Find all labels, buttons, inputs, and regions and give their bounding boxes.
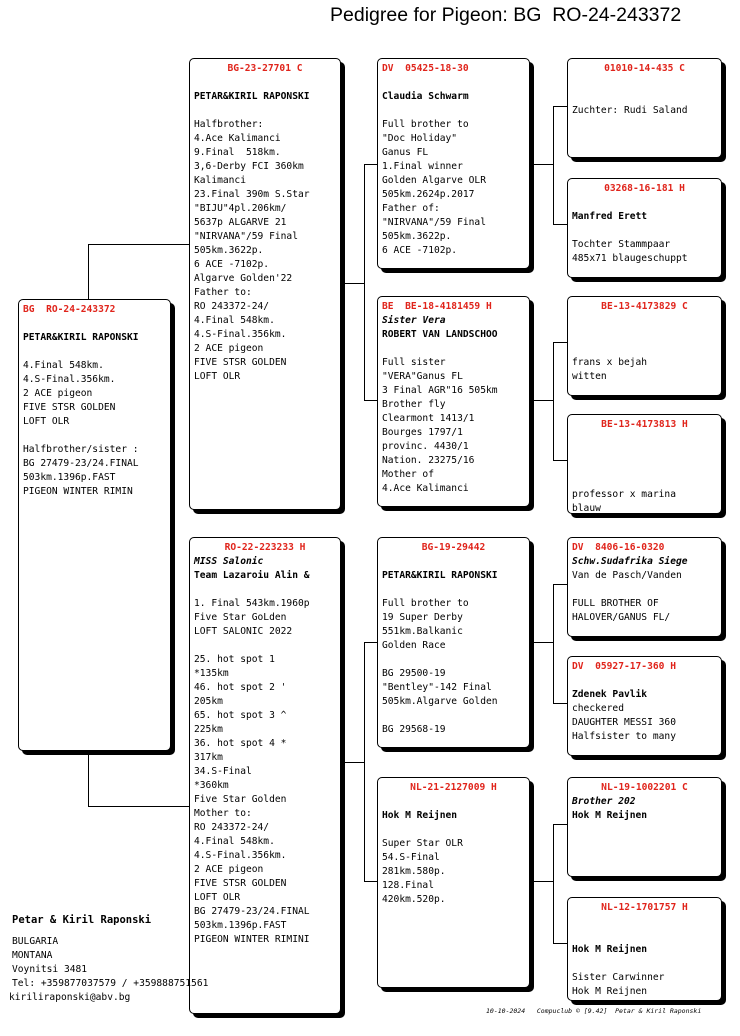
pedigree-line: 505km.3622p. [382, 231, 452, 242]
pedigree-line [382, 709, 525, 723]
pedigree-line: 2 ACE pigeon [194, 864, 264, 875]
connector-line [88, 750, 89, 806]
pedigree-line: "VERA"Ganus FL [382, 371, 463, 382]
pedigree-line [194, 76, 336, 90]
pedigree-line: 4.S-Final.356km. [194, 850, 287, 861]
pedigree-line: MISS Salonic [194, 556, 264, 567]
ring-number: DV 05425-18-30 [382, 63, 469, 74]
pedigree-line [572, 90, 717, 104]
pedigree-line: 225km [194, 724, 223, 735]
pedigree-line: 205km [194, 696, 223, 707]
pedigree-line: Manfred Erett [572, 211, 648, 222]
pedigree-line [23, 317, 166, 331]
pedigree-line: Hok M Reijnen [382, 810, 458, 821]
connector-line [341, 283, 364, 284]
pedigree-line [572, 328, 717, 342]
pedigree-line [572, 929, 717, 943]
pedigree-line: Golden Race [382, 640, 446, 651]
pedigree-line [194, 583, 336, 597]
pedigree-line [572, 674, 717, 688]
connector-line [530, 400, 553, 401]
sire-sire-dam-card[interactable] [567, 178, 722, 278]
pedigree-line: Five Star GoLden [194, 612, 287, 623]
ring-number: NL-12-1701757 H [601, 902, 688, 913]
ring-number: NL-21-2127009 H [410, 782, 497, 793]
connector-line [553, 342, 554, 461]
connector-line [553, 460, 567, 461]
sire-dam-dam-card[interactable] [567, 414, 722, 514]
pedigree-line: Van de Pasch/Vanden [572, 570, 682, 581]
pedigree-line: 505km.2624p.2017 [382, 189, 475, 200]
pedigree-line: 4.S-Final.356km. [23, 374, 116, 385]
sire-dam-card[interactable] [377, 296, 530, 507]
pedigree-line: Tochter Stammpaar [572, 239, 671, 250]
ring-number: DV 8406-16-0320 [572, 542, 665, 553]
pedigree-line [23, 345, 166, 359]
pedigree-line [382, 76, 525, 90]
connector-line [88, 806, 189, 807]
pedigree-line: 5637p ALGARVE 21 [194, 217, 287, 228]
pedigree-line: 46. hot spot 2 ' [194, 682, 287, 693]
sire-sire-card[interactable] [377, 58, 530, 269]
pedigree-line: Zdenek Pavlik [572, 689, 648, 700]
pedigree-line: frans x bejah [572, 357, 648, 368]
pedigree-line: "NIRVANA"/59 Final [194, 231, 298, 242]
owner-email[interactable]: kiriliraponski@abv.bg [9, 992, 131, 1003]
pedigree-line: 503km.1396p.FAST [23, 472, 116, 483]
pedigree-line: "Bentley"-142 Final [382, 682, 492, 693]
dam-sire-sire-card[interactable] [567, 537, 722, 637]
pedigree-line [572, 224, 717, 238]
pedigree-line: Brother fly [382, 399, 446, 410]
pedigree-line: BG 27479-23/24.FINAL [23, 458, 139, 469]
pedigree-line: Halfbrother: [194, 119, 264, 130]
pedigree-line: 4.Final 548km. [23, 360, 104, 371]
pedigree-line [382, 104, 525, 118]
owner-address: Voynitsi 3481 [12, 964, 88, 975]
dam-dam-card[interactable] [377, 777, 530, 988]
ring-number: BE-13-4173829 C [601, 301, 688, 312]
connector-line [553, 703, 567, 704]
pedigree-line [23, 429, 166, 443]
connector-line [341, 762, 364, 763]
pedigree-line [572, 446, 717, 460]
pedigree-line: Kalimanci [194, 175, 246, 186]
pedigree-line: checkered [572, 703, 624, 714]
pedigree-line: BG 27479-23/24.FINAL [194, 906, 310, 917]
pedigree-line: PIGEON WINTER RIMIN [23, 486, 133, 497]
connector-line [553, 106, 567, 107]
pedigree-line: 4.Ace Kalimanci [194, 133, 281, 144]
pedigree-line: PETAR&KIRIL RAPONSKI [194, 91, 310, 102]
dam-sire-dam-card[interactable] [567, 656, 722, 756]
pedigree-line: 19 Super Derby [382, 612, 463, 623]
ring-number: BG-23-27701 C [227, 63, 303, 74]
pedigree-line [382, 583, 525, 597]
pedigree-line: LOFT OLR [194, 892, 241, 903]
pedigree-line [382, 653, 525, 667]
owner-info [9, 913, 209, 1005]
sire-card[interactable] [189, 58, 341, 510]
pedigree-line [572, 915, 717, 929]
pedigree-line: Sister Carwinner [572, 972, 665, 983]
pedigree-line [572, 460, 717, 474]
ring-number: NL-19-1002201 C [601, 782, 688, 793]
pedigree-line: 65. hot spot 3 ^ [194, 710, 287, 721]
pedigree-line: 34.S-Final [194, 766, 252, 777]
connector-line [530, 164, 553, 165]
pedigree-line [572, 583, 717, 597]
connector-line [88, 244, 189, 245]
pedigree-line: *135km [194, 668, 229, 679]
pedigree-line [572, 76, 717, 90]
pedigree-line: 23.Final 390m S.Star [194, 189, 310, 200]
pedigree-line: 2 ACE pigeon [23, 388, 93, 399]
pedigree-line: 505km.Algarve Golden [382, 696, 498, 707]
pedigree-line: Full brother to [382, 598, 469, 609]
pedigree-line: PETAR&KIRIL RAPONSKI [23, 332, 139, 343]
pedigree-line [572, 196, 717, 210]
owner-region: MONTANA [12, 950, 53, 961]
pedigree-line: professor x marina [572, 489, 676, 500]
pedigree-line: Father to: [194, 287, 252, 298]
pedigree-line: witten [572, 371, 607, 382]
pedigree-line: blauw [572, 503, 601, 514]
ring-number: DV 05927-17-360 H [572, 661, 676, 672]
pedigree-line: Hok M Reijnen [572, 810, 648, 821]
pedigree-line: 485x71 blaugeschuppt [572, 253, 688, 264]
connector-line [530, 881, 553, 882]
connector-line [364, 164, 377, 165]
sire-dam-sire-card[interactable] [567, 296, 722, 396]
pedigree-line: Full sister [382, 357, 446, 368]
pedigree-line: 4.Final 548km. [194, 315, 275, 326]
connector-line [553, 224, 567, 225]
pedigree-line: DAUGHTER MESSI 360 [572, 717, 676, 728]
dam-dam-sire-card[interactable] [567, 777, 722, 877]
pedigree-line [382, 795, 525, 809]
dam-dam-dam-card[interactable] [567, 897, 722, 1001]
pedigree-line [382, 342, 525, 356]
pedigree-line: RO 243372-24/ [194, 822, 270, 833]
pedigree-line: 420km.520p. [382, 894, 446, 905]
pedigree-line: *360km [194, 780, 229, 791]
connector-line [553, 824, 554, 944]
pedigree-line [382, 823, 525, 837]
dam-sire-card[interactable] [377, 537, 530, 748]
subject-pigeon-card[interactable] [18, 299, 171, 751]
pedigree-line: 1. Final 543km.1960p [194, 598, 310, 609]
pedigree-line: FIVE STSR GOLDEN [194, 357, 287, 368]
pedigree-line: 3 Final AGR"16 505km [382, 385, 498, 396]
pedigree-line: 317km [194, 752, 223, 763]
pedigree-line: Hok M Reijnen [572, 986, 648, 997]
connector-line [364, 400, 377, 401]
pedigree-line: 25. hot spot 1 [194, 654, 275, 665]
pedigree-line: Mother to: [194, 808, 252, 819]
ring-number: BG RO-24-243372 [23, 304, 116, 315]
pedigree-line: 2 ACE pigeon [194, 343, 264, 354]
pedigree-line [572, 474, 717, 488]
pedigree-line: 54.S-Final [382, 852, 440, 863]
pedigree-line: 36. hot spot 4 * [194, 738, 287, 749]
pedigree-line: BG 29500-19 [382, 668, 446, 679]
connector-line [553, 943, 567, 944]
connector-line [553, 584, 554, 704]
pedigree-line [194, 104, 336, 118]
connector-line [553, 584, 567, 585]
ring-number: 03268-16-181 H [604, 183, 685, 194]
sire-sire-sire-card[interactable] [567, 58, 722, 158]
pedigree-line: provinc. 4430/1 [382, 441, 469, 452]
pedigree-line: 6 ACE -7102p. [194, 259, 270, 270]
pedigree-line: Brother 202 [572, 796, 636, 807]
pedigree-line: Full brother to [382, 119, 469, 130]
connector-line [364, 642, 377, 643]
pedigree-line: Super Star OLR [382, 838, 463, 849]
ring-number: BE-13-4173813 H [601, 419, 688, 430]
connector-line [364, 881, 377, 882]
pedigree-line: Ganus FL [382, 147, 429, 158]
connector-line [364, 164, 365, 401]
pedigree-line: ROBERT VAN LANDSCHOO [382, 329, 498, 340]
pedigree-line: PIGEON WINTER RIMINI [194, 934, 310, 945]
pedigree-line: FIVE STSR GOLDEN [23, 402, 116, 413]
pedigree-line: LOFT SALONIC 2022 [194, 626, 293, 637]
pedigree-line: 551km.Balkanic [382, 626, 463, 637]
pedigree-line: 4.Ace Kalimanci [382, 483, 469, 494]
ring-number: BE BE-18-4181459 H [382, 301, 492, 312]
pedigree-line: Halfbrother/sister : [23, 444, 139, 455]
connector-line [530, 642, 553, 643]
pedigree-line: 4.S-Final.356km. [194, 329, 287, 340]
pedigree-line: 128.Final [382, 880, 434, 891]
pedigree-line: Mother of [382, 469, 434, 480]
pedigree-line: HALOVER/GANUS FL/ [572, 612, 671, 623]
dam-card[interactable] [189, 537, 341, 1014]
footer-credit: 10-10-2024 Compuclub © [9.42] Petar & Kiril Raponski [486, 1007, 702, 1015]
pedigree-line: 281km.580p. [382, 866, 446, 877]
pedigree-line: Golden Algarve OLR [382, 175, 486, 186]
pedigree-line: "Doc Holiday" [382, 133, 458, 144]
pedigree-line: 6 ACE -7102p. [382, 245, 458, 256]
pedigree-line [572, 342, 717, 356]
pedigree-line: Halfsister to many [572, 731, 676, 742]
pedigree-line [382, 555, 525, 569]
pedigree-line: Five Star Golden [194, 794, 287, 805]
pedigree-line: LOFT OLR [23, 416, 70, 427]
pedigree-line: Algarve Golden'22 [194, 273, 293, 284]
ring-number: RO-22-223233 H [224, 542, 306, 553]
pedigree-line [572, 957, 717, 971]
pedigree-line: "NIRVANA"/59 Final [382, 217, 486, 228]
connector-line [553, 342, 567, 343]
pedigree-line: Claudia Schwarm [382, 91, 469, 102]
pedigree-line [572, 432, 717, 446]
pedigree-line: Father of: [382, 203, 440, 214]
connector-line [364, 642, 365, 882]
pedigree-line: 1.Final winner [382, 161, 463, 172]
connector-line [553, 824, 567, 825]
pedigree-line: RO 243372-24/ [194, 301, 270, 312]
owner-name: Petar & Kiril Raponski [12, 914, 152, 926]
pedigree-line: 4.Final 548km. [194, 836, 275, 847]
owner-country: BULGARIA [12, 936, 59, 947]
pedigree-line: Team Lazaroiu Alin & [194, 570, 310, 581]
pedigree-line: BG 29568-19 [382, 724, 446, 735]
pedigree-line: "BIJU"4pl.206km/ [194, 203, 287, 214]
pedigree-line: PETAR&KIRIL RAPONSKI [382, 570, 498, 581]
pedigree-line: 505km.3622p. [194, 245, 264, 256]
pedigree-line: 3,6-Derby FCI 360km [194, 161, 304, 172]
pedigree-line: Schw.Sudafrika Siege [572, 556, 688, 567]
owner-phone: Tel: +359877037579 / +359888751561 [12, 978, 209, 989]
pedigree-line: 503km.1396p.FAST [194, 920, 287, 931]
ring-number: 01010-14-435 C [604, 63, 685, 74]
pedigree-line: 9.Final 518km. [194, 147, 281, 158]
pedigree-line: Sister Vera [382, 315, 446, 326]
pedigree-line: Clearmont 1413/1 [382, 413, 475, 424]
pedigree-line: Bourges 1797/1 [382, 427, 463, 438]
pedigree-line: LOFT OLR [194, 371, 241, 382]
connector-line [553, 106, 554, 225]
pedigree-line: FULL BROTHER OF [572, 598, 659, 609]
pedigree-line: FIVE STSR GOLDEN [194, 878, 287, 889]
pedigree-line [194, 639, 336, 653]
page-title: Pedigree for Pigeon: BG RO-24-243372 [330, 4, 682, 26]
pedigree-line [572, 314, 717, 328]
pedigree-line: Nation. 23275/16 [382, 455, 475, 466]
pedigree-line: Zuchter: Rudi Saland [572, 105, 688, 116]
ring-number: BG-19-29442 [421, 542, 486, 553]
connector-line [88, 244, 89, 300]
pedigree-line: Hok M Reijnen [572, 944, 648, 955]
